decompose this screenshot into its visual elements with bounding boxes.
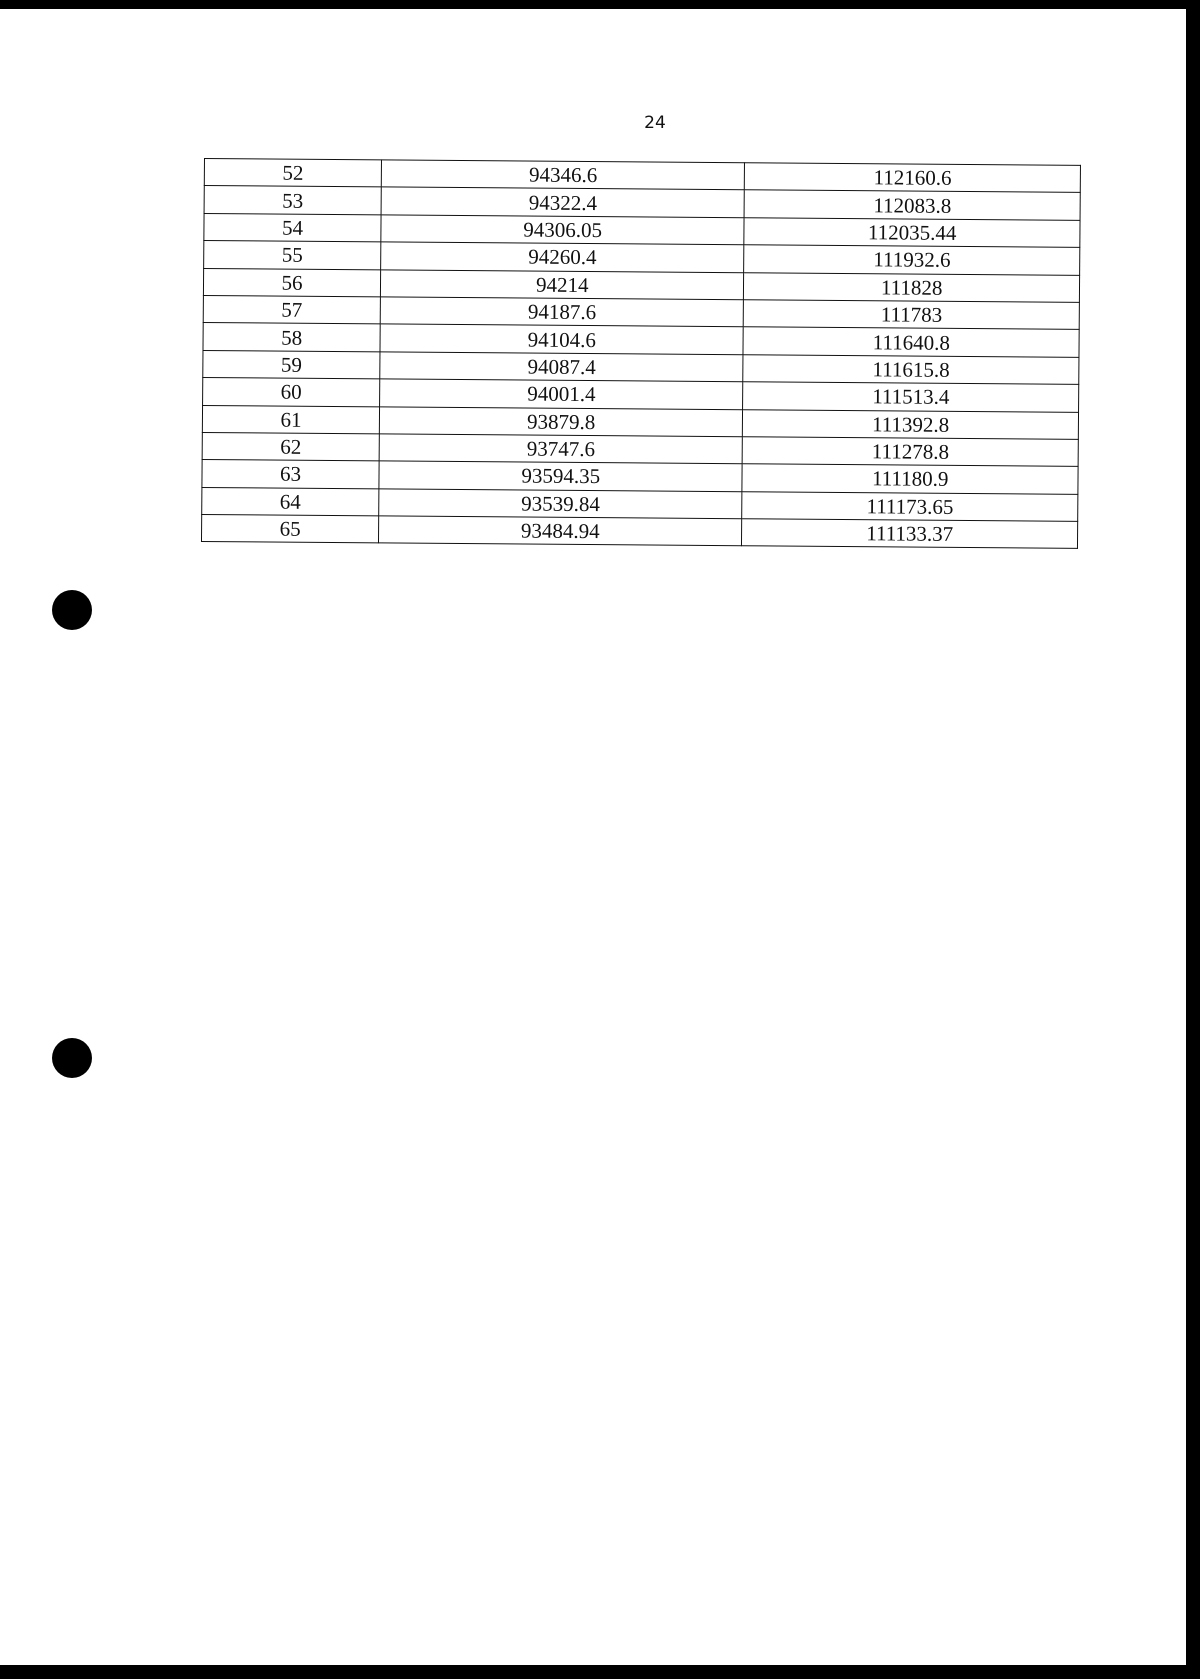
scanned-page [0,9,1186,1665]
value-a-cell: 94322.4 [381,187,745,217]
value-b-cell: 111133.37 [742,519,1078,549]
row-number-cell: 59 [203,350,380,379]
value-b-cell: 111615.8 [743,354,1079,384]
punch-hole-bottom [52,1038,92,1078]
value-b-cell: 111932.6 [744,245,1080,275]
value-a-cell: 94306.05 [381,215,745,245]
row-number-cell: 58 [203,323,380,352]
value-b-cell: 111180.9 [742,464,1078,494]
table-body [201,159,1080,549]
row-number-cell: 54 [204,213,381,242]
value-b-cell: 111828 [744,272,1080,302]
value-a-cell: 94187.6 [380,297,744,327]
value-b-cell: 111513.4 [743,382,1079,412]
value-a-cell: 94104.6 [380,324,744,354]
data-table [201,158,1081,549]
value-b-cell: 112160.6 [745,163,1081,193]
value-b-cell: 111783 [744,300,1080,330]
value-a-cell: 93879.8 [379,406,743,436]
row-number-cell: 56 [203,268,380,297]
page-number: 24 [644,113,666,133]
value-a-cell: 94001.4 [380,379,744,409]
value-a-cell: 93539.84 [379,489,743,519]
data-table-container [201,158,1081,549]
value-a-cell: 93594.35 [379,461,743,491]
value-a-cell: 93484.94 [379,516,743,546]
value-b-cell: 111392.8 [743,409,1079,439]
value-b-cell: 112035.44 [744,218,1080,248]
row-number-cell: 65 [201,515,378,544]
value-a-cell: 94260.4 [381,242,745,272]
value-b-cell: 111640.8 [743,327,1079,357]
value-a-cell: 94087.4 [380,352,744,382]
value-b-cell: 111173.65 [742,491,1078,521]
row-number-cell: 63 [202,460,379,489]
row-number-cell: 57 [203,295,380,324]
punch-hole-top [52,590,92,630]
table-row [201,515,1077,549]
value-a-cell: 94346.6 [381,160,745,190]
row-number-cell: 60 [203,378,380,407]
value-a-cell: 93747.6 [379,434,743,464]
row-number-cell: 64 [202,487,379,516]
row-number-cell: 62 [202,432,379,461]
value-b-cell: 111278.8 [743,437,1079,467]
row-number-cell: 52 [204,159,381,188]
row-number-cell: 61 [202,405,379,434]
value-a-cell: 94214 [381,269,745,299]
row-number-cell: 53 [204,186,381,215]
value-b-cell: 112083.8 [744,190,1080,220]
row-number-cell: 55 [204,241,381,270]
